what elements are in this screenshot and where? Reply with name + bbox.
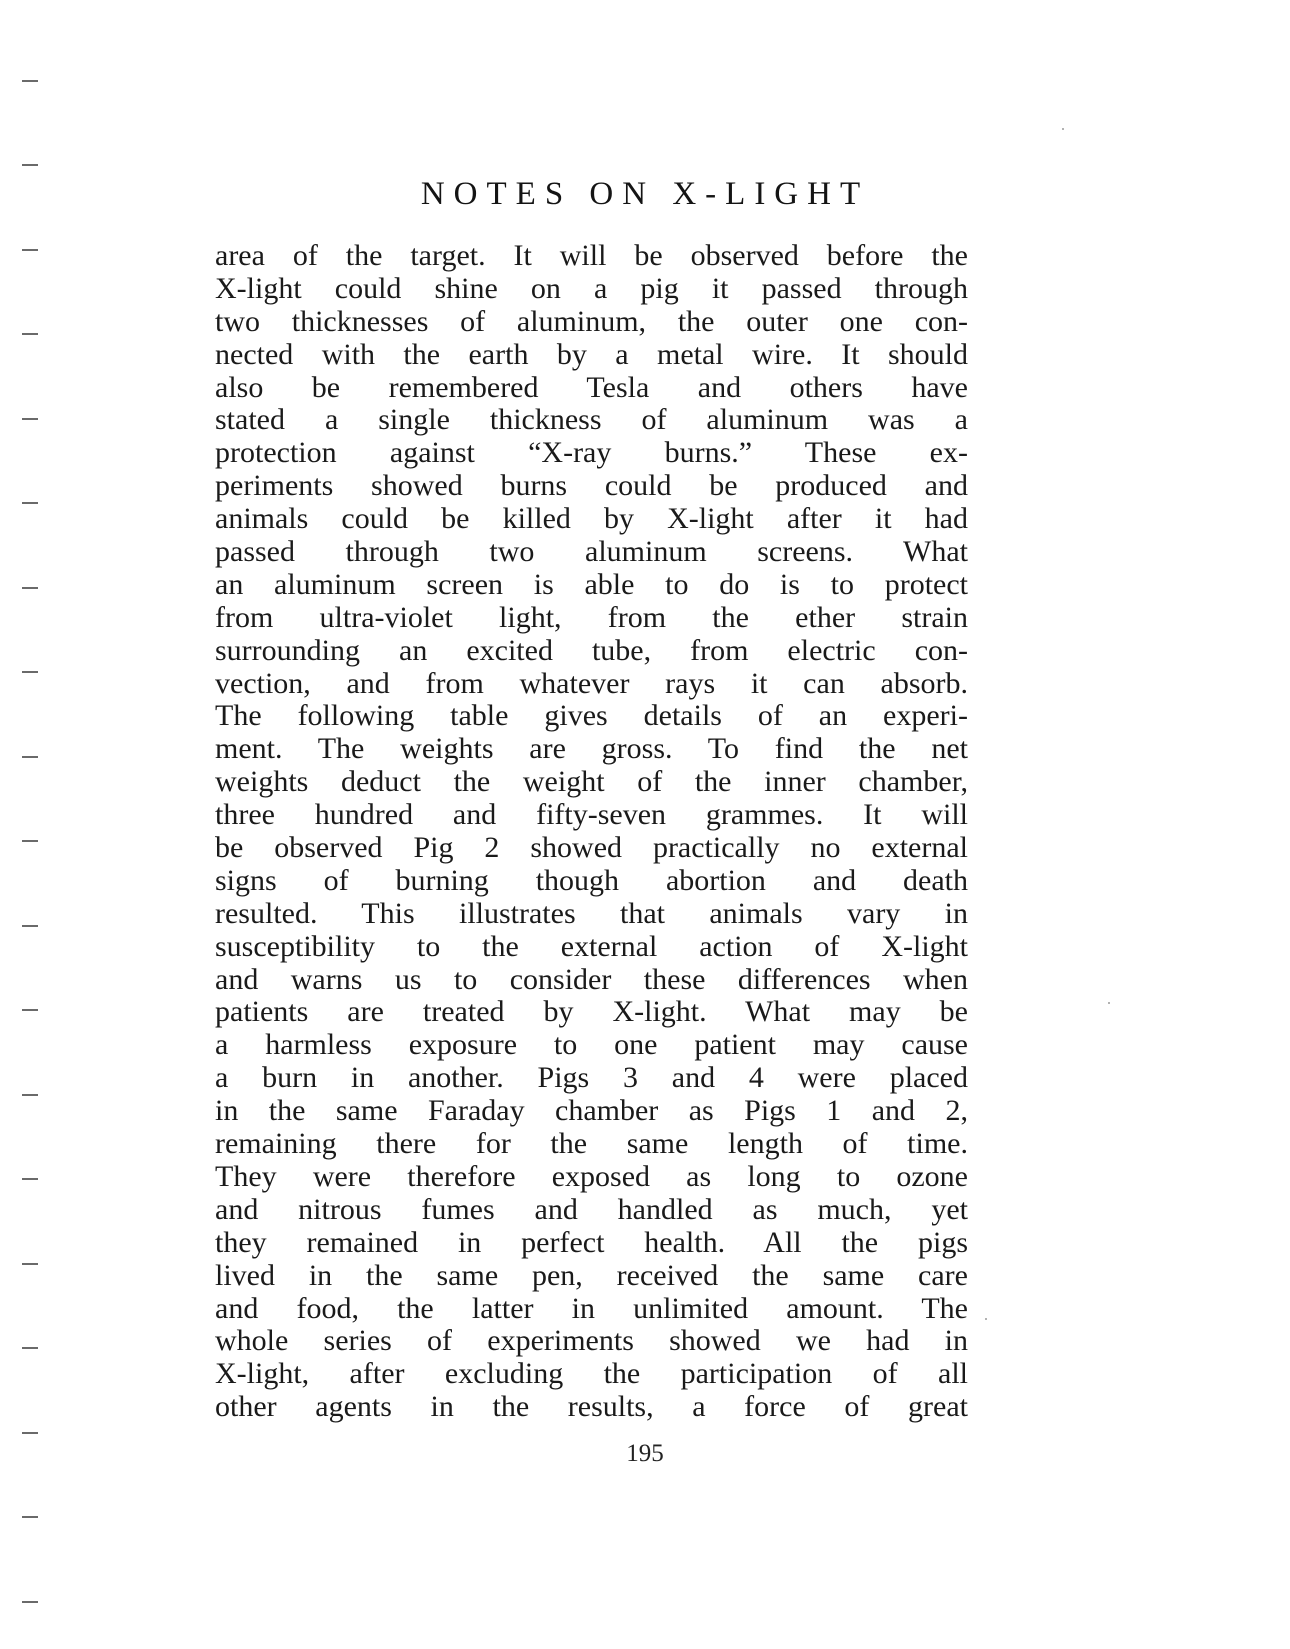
margin-tick — [22, 1094, 38, 1096]
text-line: also be remembered Tesla and others have — [215, 371, 968, 404]
margin-tick — [22, 587, 38, 589]
text-line: protection against “X-ray burns.” These ex- — [215, 437, 968, 470]
text-line: an aluminum screen is able to do is to protect — [215, 568, 968, 601]
margin-tick — [22, 1347, 38, 1349]
text-line: nected with the earth by a metal wire. It should — [215, 338, 968, 371]
margin-tick-marks — [22, 0, 42, 1649]
text-line: a harmless exposure to one patient may cause — [215, 1029, 968, 1062]
margin-tick — [22, 1516, 38, 1518]
text-line: two thicknesses of aluminum, the outer one con- — [215, 305, 968, 338]
margin-tick — [22, 333, 38, 335]
text-line: X-light could shine on a pig it passed through — [215, 272, 968, 305]
text-line: The following table gives details of an experi- — [215, 700, 968, 733]
text-line: They were therefore exposed as long to ozone — [215, 1160, 968, 1193]
text-line: a burn in another. Pigs 3 and 4 were placed — [215, 1062, 968, 1095]
margin-tick — [22, 164, 38, 166]
margin-tick — [22, 756, 38, 758]
text-line: area of the target. It will be observed before the — [215, 240, 968, 272]
text-line: surrounding an excited tube, from electric con- — [215, 634, 968, 667]
text-line: be observed Pig 2 showed practically no external — [215, 832, 968, 865]
text-line: and food, the latter in unlimited amount. The — [215, 1292, 968, 1325]
text-line: other agents in the results, a force of great — [215, 1391, 968, 1424]
margin-tick — [22, 1601, 38, 1603]
text-line: animals could be killed by X-light after it had — [215, 503, 968, 536]
text-line: they remained in perfect health. All the pigs — [215, 1226, 968, 1259]
text-line: periments showed burns could be produced and — [215, 470, 968, 503]
margin-tick — [22, 1009, 38, 1011]
margin-tick — [22, 671, 38, 673]
text-line: three hundred and fifty-seven grammes. It will — [215, 799, 968, 832]
text-line: from ultra-violet light, from the ether strain — [215, 601, 968, 634]
body-text — [215, 240, 968, 1424]
margin-tick — [22, 80, 38, 82]
paper-speck — [1062, 128, 1064, 130]
margin-tick — [22, 418, 38, 420]
page-number: 195 — [626, 1440, 664, 1467]
text-line: weights deduct the weight of the inner chamber, — [215, 766, 968, 799]
margin-tick — [22, 1263, 38, 1265]
margin-tick — [22, 1432, 38, 1434]
text-line: whole series of experiments showed we had in — [215, 1325, 968, 1358]
text-line: stated a single thickness of aluminum was a — [215, 404, 968, 437]
text-line: X-light, after excluding the participation of all — [215, 1358, 968, 1391]
text-line: and nitrous fumes and handled as much, yet — [215, 1193, 968, 1226]
text-line: susceptibility to the external action of X-light — [215, 930, 968, 963]
margin-tick — [22, 502, 38, 504]
text-line: and warns us to consider these differences when — [215, 963, 968, 996]
running-head: NOTES ON X-LIGHT — [420, 176, 870, 212]
text-line: vection, and from whatever rays it can absorb. — [215, 667, 968, 700]
text-line: ment. The weights are gross. To find the net — [215, 733, 968, 766]
text-line: lived in the same pen, received the same care — [215, 1259, 968, 1292]
margin-tick — [22, 925, 38, 927]
text-line: passed through two aluminum screens. What — [215, 536, 968, 569]
text-line: in the same Faraday chamber as Pigs 1 and 2, — [215, 1095, 968, 1128]
text-line: signs of burning though abortion and death — [215, 864, 968, 897]
text-line: patients are treated by X-light. What may be — [215, 996, 968, 1029]
paper-speck — [985, 1318, 987, 1320]
margin-tick — [22, 840, 38, 842]
margin-tick — [22, 249, 38, 251]
text-line: resulted. This illustrates that animals vary in — [215, 897, 968, 930]
paper-speck — [1108, 1002, 1110, 1004]
margin-tick — [22, 1178, 38, 1180]
text-line: remaining there for the same length of time. — [215, 1128, 968, 1161]
